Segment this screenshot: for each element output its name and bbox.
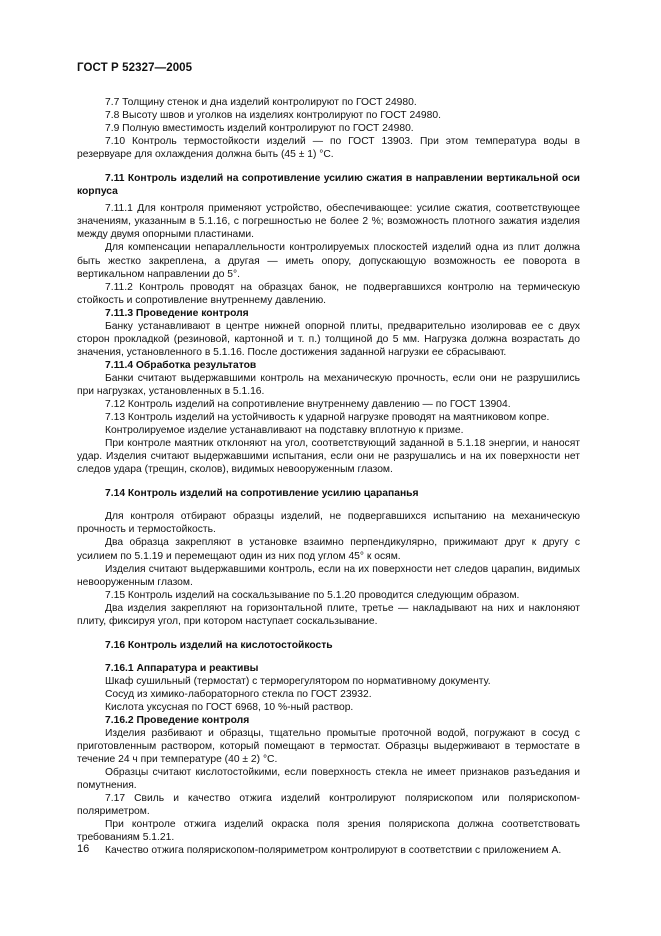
paragraph-7-13-procedure: При контроле маятник отклоняют на угол, соответствующий заданной в 5.1.18 энергии, и наносят удар. Изделия считают выдержавшими испытания, если они не разрушались и на их поверхности нет следов удара (трещин, сколов), видимых невооруженным глазом. (77, 438, 580, 476)
heading-7-11-3: 7.11.3 Проведение контроля (105, 307, 249, 319)
document-header: ГОСТ Р 52327—2005 (77, 62, 193, 74)
paragraph-7-8: 7.8 Высоту швов и уголков на изделиях контролируют по ГОСТ 24980. (105, 110, 441, 122)
paragraph-7-14-fixing: Два образца закрепляют в установке взаимно перпендикулярно, прижимают друг к другу с усилием по 5.1.19 и перемещают один из них под углом 45° к осям. (77, 537, 580, 562)
paragraph-7-15: 7.15 Контроль изделий на соскальзывание по 5.1.20 проводится следующим образом. (105, 589, 520, 601)
paragraph-7-11-3: Банку устанавливают в центре нижней опорной плиты, предварительно изолировав ее с двух сторон прокладкой (резиновой, картонной и т. п.) толщиной до 5 мм. Нагрузка должна возрастать до значения, установленного в 5.1.16. После достижения заданной нагрузки ее сбрасывают. (77, 320, 580, 358)
paragraph-7-17-requirements: При контроле отжига изделий окраска поля зрения полярископа должна соответствовать требованиям 5.1.21. (77, 819, 580, 844)
paragraph-7-10: 7.10 Контроль термостойкости изделий — по ГОСТ 13903. При этом температура воды в резервуаре для охлаждения должна быть (45 ± 1) °С. (77, 136, 580, 161)
document-body (77, 96, 580, 858)
heading-7-11: 7.11 Контроль изделий на сопротивление усилию сжатия в направлении вертикальной оси корпуса (77, 173, 580, 198)
heading-7-16: 7.16 Контроль изделий на кислотостойкость (105, 639, 333, 651)
paragraph-7-11-2: 7.11.2 Контроль проводят на образцах банок, не подвергавшихся контролю на термическую стойкость и сопротивление внутреннему давлению. (77, 281, 580, 306)
paragraph-7-14-samples: Для контроля отбирают образцы изделий, не подвергавшихся испытанию на механическую прочность и термостойкость. (77, 511, 580, 536)
paragraph-7-16-2-result: Образцы считают кислотостойкими, если поверхность стекла не имеет признаков разъедания и помутнения. (77, 767, 580, 792)
paragraph-7-16-2-procedure: Изделия разбивают и образцы, тщательно промытые проточной водой, погружают в сосуд с приготовленным раствором, который помещают в термостат. Образцы выдерживают в термостате в течение 24 ч при температуре (40 ± 2) °С. (77, 728, 580, 766)
paragraph-7-16-1-acid: Кислота уксусная по ГОСТ 6968, 10 %-ный раствор. (105, 701, 354, 713)
paragraph-7-9: 7.9 Полную вместимость изделий контролируют по ГОСТ 24980. (105, 123, 414, 135)
paragraph-7-11-4: Банки считают выдержавшими контроль на механическую прочность, если они не разрушились при нагрузках, установленных в 5.1.16. (77, 372, 580, 397)
paragraph-7-17-annex: Качество отжига полярископом-поляриметром контролируют в соответствии с приложением А. (105, 845, 562, 857)
paragraph-7-11-1: 7.11.1 Для контроля применяют устройство, обеспечивающее: усилие сжатия, соответствующее значениям, указанным в 5.1.16, с погрешностью не более 2 %; возможность плотного зажатия изделия между двумя опорными пластинами. (77, 203, 580, 241)
page-number: 16 (77, 843, 90, 855)
paragraph-7-17: 7.17 Свиль и качество отжига изделий контролируют полярископом или полярископом-поляриметром. (77, 793, 580, 818)
paragraph-7-13: 7.13 Контроль изделий на устойчивость к ударной нагрузке проводят на маятниковом копре. (105, 412, 550, 424)
paragraph-7-11-1-compensation: Для компенсации непараллельности контролируемых плоскостей изделий одна из плит должна быть жестко закреплена, а другая — иметь опору, допускающую возможность ее поворота в вертикальном направлении до 5°. (77, 242, 580, 280)
heading-7-11-4: 7.11.4 Обработка результатов (105, 359, 257, 371)
paragraph-7-15-procedure: Два изделия закрепляют на горизонтальной плите, третье — накладывают на них и наклоняют плиту, фиксируя угол, при котором наступает соскальзывание. (77, 602, 580, 627)
paragraph-7-12: 7.12 Контроль изделий на сопротивление внутреннему давлению — по ГОСТ 13904. (105, 399, 511, 411)
heading-7-16-2: 7.16.2 Проведение контроля (105, 715, 250, 727)
paragraph-7-13-setup: Контролируемое изделие устанавливают на подставку вплотную к призме. (105, 425, 464, 437)
paragraph-7-14-result: Изделия считают выдержавшими контроль, если на их поверхности нет следов царапин, видимых невооруженным глазом. (77, 563, 580, 588)
paragraph-7-7: 7.7 Толщину стенок и дна изделий контролируют по ГОСТ 24980. (105, 97, 417, 108)
heading-7-14: 7.14 Контроль изделий на сопротивление усилию царапанья (105, 488, 419, 500)
paragraph-7-16-1-vessel: Сосуд из химико-лабораторного стекла по ГОСТ 23932. (105, 688, 372, 700)
heading-7-16-1: 7.16.1 Аппаратура и реактивы (105, 662, 259, 674)
paragraph-7-16-1-cabinet: Шкаф сушильный (термостат) с терморегулятором по нормативному документу. (105, 675, 491, 687)
